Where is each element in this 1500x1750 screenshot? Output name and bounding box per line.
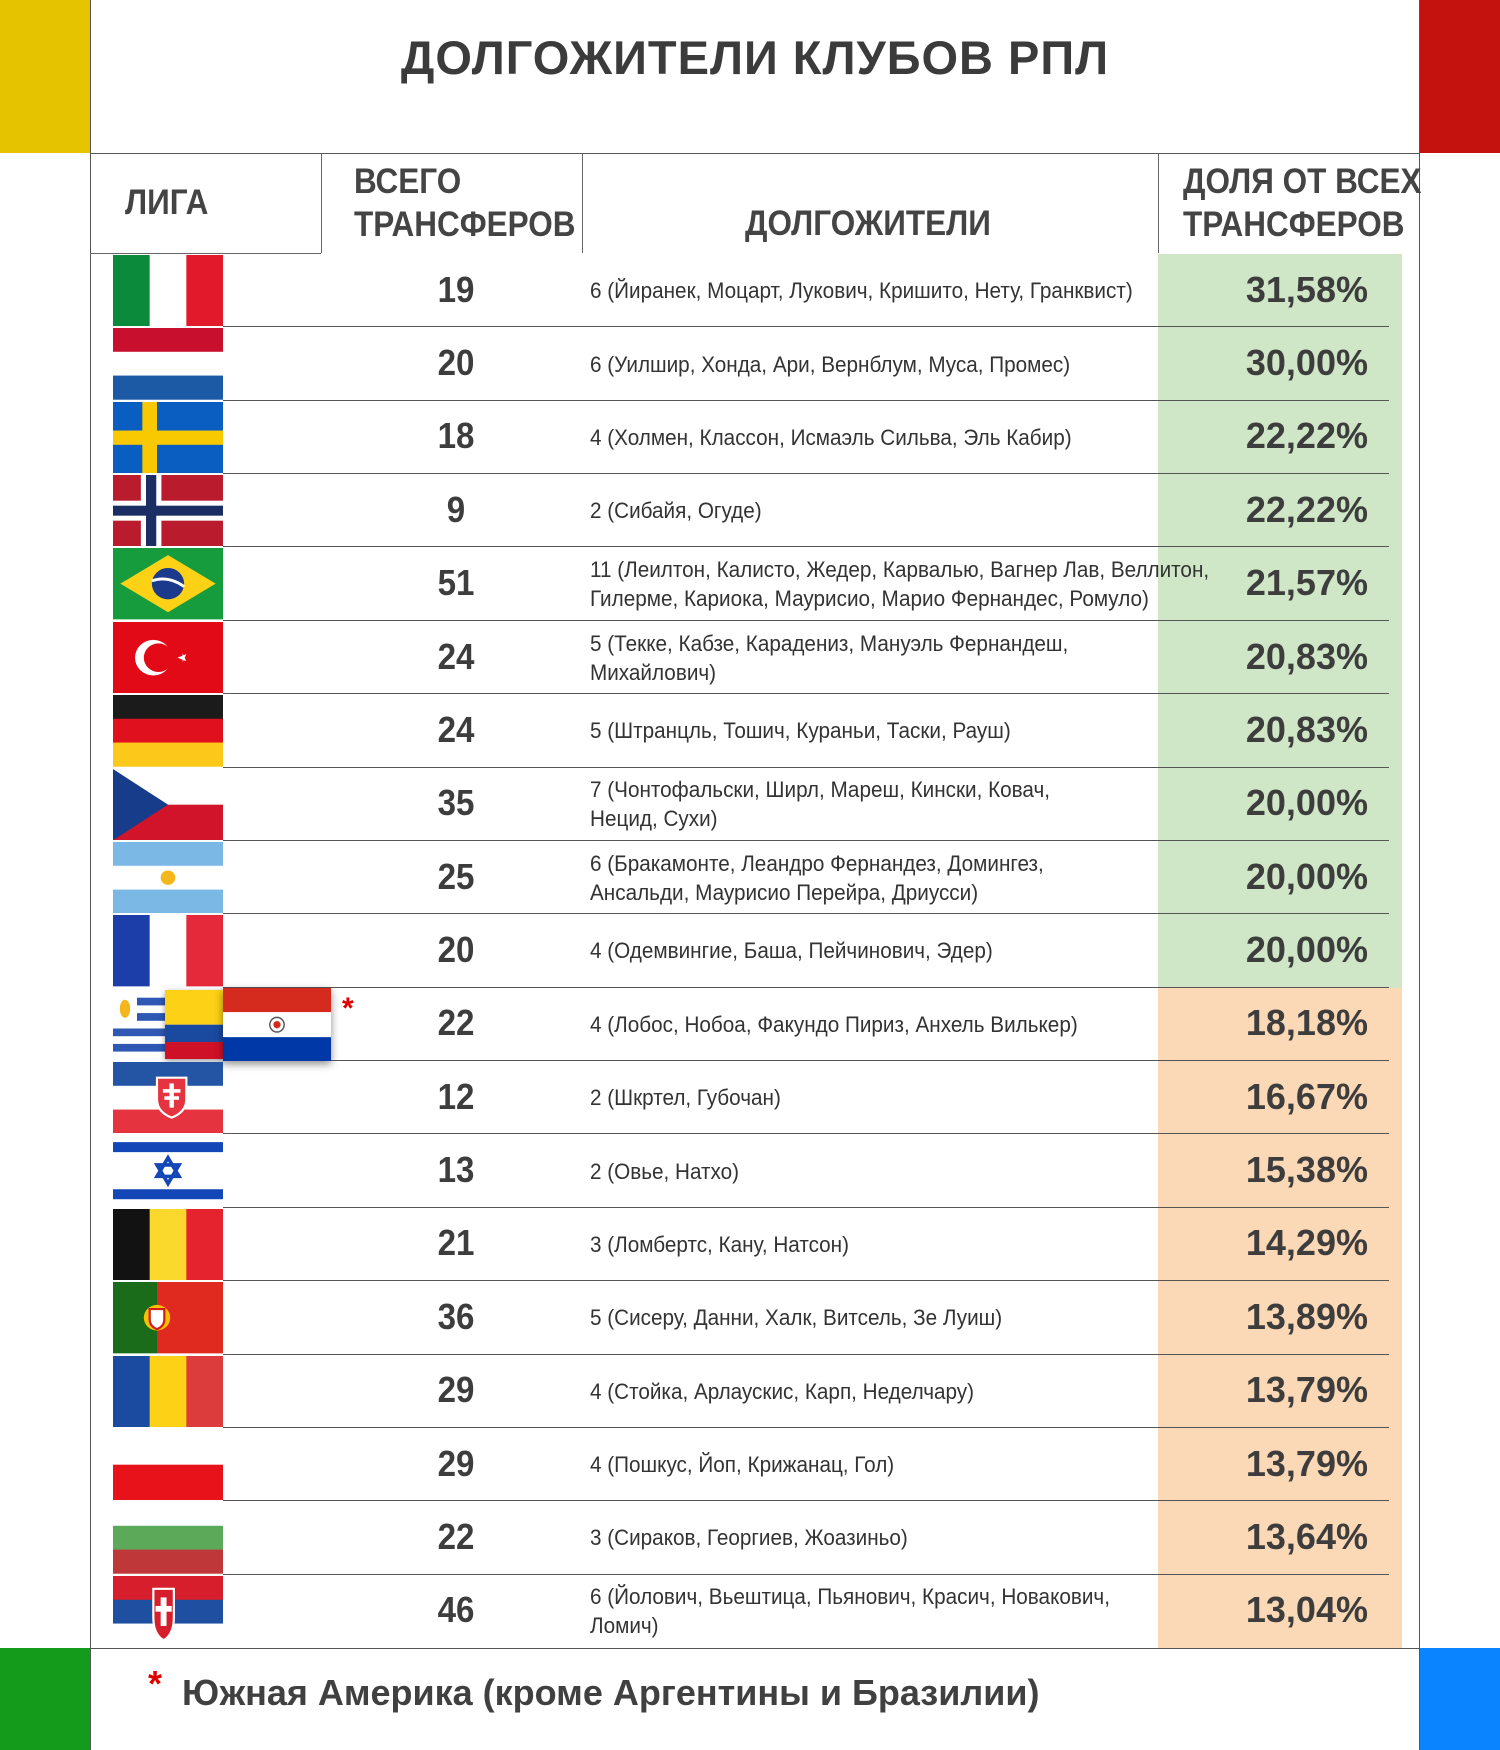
share-percent-value: 20,00% xyxy=(1245,782,1368,824)
longevity-players xyxy=(590,1582,1114,1640)
longevity-players xyxy=(590,629,1114,687)
longevity-line-1: 5 (Штранцль, Тошич, Кураньи, Таски, Рауш) xyxy=(590,718,1011,744)
total-transfers-value: 18 xyxy=(437,415,475,457)
table-row xyxy=(0,1355,1500,1428)
table-row xyxy=(0,254,1500,327)
flag-poland-icon xyxy=(113,1429,223,1500)
flag-brazil-icon xyxy=(113,548,223,619)
corner-block-red xyxy=(1420,0,1500,153)
table-row xyxy=(0,1061,1500,1134)
longevity-line-1: 4 (Холмен, Классон, Исмаэль Сильва, Эль Кабир) xyxy=(590,424,1072,450)
longevity-players xyxy=(590,496,1114,525)
longevity-players xyxy=(590,1303,1114,1332)
table-row xyxy=(0,1281,1500,1354)
total-transfers-value: 13 xyxy=(437,1149,475,1191)
share-percent-value: 14,29% xyxy=(1245,1222,1368,1264)
total-transfers-value: 12 xyxy=(437,1075,475,1117)
total-transfers-value: 46 xyxy=(437,1589,475,1631)
longevity-players xyxy=(590,936,1114,965)
table-row xyxy=(0,401,1500,474)
header-longevity: ДОЛГОЖИТЕЛИ xyxy=(745,204,991,243)
flag-sweden-icon xyxy=(113,402,223,473)
total-transfers-value: 19 xyxy=(437,268,475,310)
header-total-line2: ТРАНСФЕРОВ xyxy=(354,205,576,244)
total-transfers-value: 20 xyxy=(437,928,475,970)
longevity-players xyxy=(590,1083,1114,1112)
longevity-line-2: Ломич) xyxy=(590,1613,659,1639)
longevity-line-2: Ансальди, Маурисио Перейра, Дриусси) xyxy=(590,879,979,905)
longevity-line-1: 6 (Бракамонте, Леандро Фернандез, Домингез, xyxy=(590,850,1044,876)
flag-paraguay-icon xyxy=(223,988,331,1061)
longevity-players xyxy=(590,1010,1114,1039)
title-divider xyxy=(90,153,1420,154)
share-percent-value: 16,67% xyxy=(1245,1075,1368,1117)
longevity-line-2: Михайлович) xyxy=(590,659,717,685)
header-separator xyxy=(1158,153,1159,253)
share-percent-value: 31,58% xyxy=(1245,268,1368,310)
longevity-line-1: 4 (Стойка, Арлаускис, Карп, Неделчару) xyxy=(590,1378,975,1404)
longevity-line-1: 2 (Шкртел, Губочан) xyxy=(590,1085,781,1111)
longevity-players xyxy=(590,849,1114,907)
table-row xyxy=(0,1208,1500,1281)
total-transfers-value: 22 xyxy=(437,1515,475,1557)
footnote-star: * xyxy=(148,1663,163,1704)
table-row xyxy=(0,327,1500,400)
table-row xyxy=(0,841,1500,914)
longevity-line-1: 4 (Лобос, Нобоа, Факундо Пириз, Анхель Вилькер) xyxy=(590,1011,1078,1037)
longevity-players xyxy=(590,1450,1114,1479)
table-row xyxy=(0,1134,1500,1207)
longevity-line-2: Гилерме, Кариока, Маурисио, Марио Фернандес, Ромуло) xyxy=(590,586,1149,612)
footnote-text: Южная Америка (кроме Аргентины и Бразилии) xyxy=(182,1672,1040,1713)
header-total-line1: ВСЕГО xyxy=(354,162,462,201)
table-row xyxy=(0,474,1500,547)
total-transfers-value: 24 xyxy=(437,708,475,750)
header-separator xyxy=(321,153,322,253)
longevity-players xyxy=(590,1377,1114,1406)
row-star-marker: * xyxy=(342,991,354,1025)
corner-block-green xyxy=(0,1648,90,1750)
longevity-players xyxy=(590,775,1114,833)
share-percent-value: 13,79% xyxy=(1245,1369,1368,1411)
total-transfers-value: 24 xyxy=(437,635,475,677)
corner-block-yellow xyxy=(0,0,90,153)
flag-italy-icon xyxy=(113,255,223,326)
share-percent-value: 21,57% xyxy=(1245,562,1368,604)
header-separator xyxy=(582,153,583,253)
header-share xyxy=(1183,160,1426,246)
share-percent-value: 13,64% xyxy=(1245,1515,1368,1557)
share-percent-value: 13,04% xyxy=(1245,1589,1368,1631)
longevity-players xyxy=(590,350,1114,379)
total-transfers-value: 20 xyxy=(437,342,475,384)
share-percent-value: 20,00% xyxy=(1245,928,1368,970)
table-row xyxy=(0,547,1500,620)
longevity-line-1: 2 (Овье, Натхо) xyxy=(590,1158,740,1184)
flag-argentina-icon xyxy=(113,842,223,913)
total-transfers-value: 29 xyxy=(437,1442,475,1484)
flag-turkey-icon xyxy=(113,622,223,693)
total-transfers-value: 51 xyxy=(437,562,475,604)
flag-netherlands-icon xyxy=(113,328,223,399)
longevity-line-1: 6 (Уилшир, Хонда, Ари, Вернблум, Муса, Промес) xyxy=(590,351,1071,377)
longevity-line-1: 3 (Ломбертс, Кану, Натсон) xyxy=(590,1231,850,1257)
table-row xyxy=(0,1501,1500,1574)
longevity-line-1: 7 (Чонтофальски, Ширл, Мареш, Кински, Ковач, xyxy=(590,777,1051,803)
flag-romania-icon xyxy=(113,1356,223,1427)
flag-uruguay-icon xyxy=(113,990,173,1059)
longevity-players xyxy=(590,716,1114,745)
longevity-line-1: 5 (Текке, Кабзе, Карадениз, Мануэль Фернандеш, xyxy=(590,630,1069,656)
header-league: ЛИГА xyxy=(125,183,209,222)
longevity-line-1: 2 (Сибайя, Огуде) xyxy=(590,498,762,524)
flag-belgium-icon xyxy=(113,1209,223,1280)
flag-czech-icon xyxy=(113,769,223,840)
table-row xyxy=(0,768,1500,841)
flag-serbia-icon xyxy=(113,1576,223,1647)
share-percent-value: 15,38% xyxy=(1245,1149,1368,1191)
flag-portugal-icon xyxy=(113,1282,223,1353)
flag-germany-icon xyxy=(113,695,223,766)
header-share-line1: ДОЛЯ ОТ ВСЕХ xyxy=(1183,162,1422,201)
footer-divider xyxy=(90,1648,1420,1649)
table-row xyxy=(0,621,1500,694)
longevity-line-2: Нецид, Сухи) xyxy=(590,806,718,832)
longevity-line-1: 4 (Пошкус, Йоп, Крижанац, Гол) xyxy=(590,1452,895,1478)
header-total-transfers xyxy=(354,160,576,246)
share-percent-value: 22,22% xyxy=(1245,488,1368,530)
longevity-players xyxy=(590,1523,1114,1552)
total-transfers-value: 35 xyxy=(437,782,475,824)
flag-colombia-icon xyxy=(165,990,225,1059)
flag-israel-icon xyxy=(113,1135,223,1206)
longevity-players xyxy=(590,423,1114,452)
longevity-line-1: 6 (Йолович, Вьештица, Пьянович, Красич, Новакович, xyxy=(590,1584,1110,1610)
share-percent-value: 13,79% xyxy=(1245,1442,1368,1484)
share-percent-value: 20,00% xyxy=(1245,855,1368,897)
table-row xyxy=(0,694,1500,767)
total-transfers-value: 9 xyxy=(446,488,466,530)
total-transfers-value: 21 xyxy=(437,1222,475,1264)
share-percent-value: 20,83% xyxy=(1245,635,1368,677)
share-percent-value: 13,89% xyxy=(1245,1295,1368,1337)
longevity-line-1: 11 (Леилтон, Калисто, Жедер, Карвалью, Вагнер Лав, Веллитон, xyxy=(590,557,1210,583)
flag-norway-icon xyxy=(113,475,223,546)
table-row xyxy=(0,988,1500,1061)
flag-bulgaria-icon xyxy=(113,1502,223,1573)
corner-block-blue xyxy=(1420,1648,1500,1750)
longevity-players xyxy=(590,1157,1114,1186)
share-percent-value: 20,83% xyxy=(1245,708,1368,750)
total-transfers-value: 22 xyxy=(437,1002,475,1044)
flag-france-icon xyxy=(113,915,223,986)
share-percent-value: 18,18% xyxy=(1245,1002,1368,1044)
longevity-line-1: 5 (Сисеру, Данни, Халк, Витсель, Зе Луиш) xyxy=(590,1305,1003,1331)
share-percent-value: 30,00% xyxy=(1245,342,1368,384)
flag-slovakia-icon xyxy=(113,1062,223,1133)
table-row xyxy=(0,1428,1500,1501)
longevity-line-1: 4 (Одемвингие, Баша, Пейчинович, Эдер) xyxy=(590,938,993,964)
page-title: ДОЛГОЖИТЕЛИ КЛУБОВ РПЛ xyxy=(400,31,1110,84)
longevity-players xyxy=(590,1230,1114,1259)
total-transfers-value: 36 xyxy=(437,1295,475,1337)
longevity-line-1: 6 (Йиранек, Моцарт, Лукович, Кришито, Нету, Гранквист) xyxy=(590,278,1133,304)
longevity-players xyxy=(590,276,1133,305)
table-row xyxy=(0,1575,1500,1648)
table-row xyxy=(0,914,1500,987)
header-share-line2: ТРАНСФЕРОВ xyxy=(1183,205,1405,244)
share-percent-value: 22,22% xyxy=(1245,415,1368,457)
longevity-line-1: 3 (Сираков, Георгиев, Жоазиньо) xyxy=(590,1525,908,1551)
longevity-players xyxy=(590,555,1210,613)
total-transfers-value: 25 xyxy=(437,855,475,897)
total-transfers-value: 29 xyxy=(437,1369,475,1411)
